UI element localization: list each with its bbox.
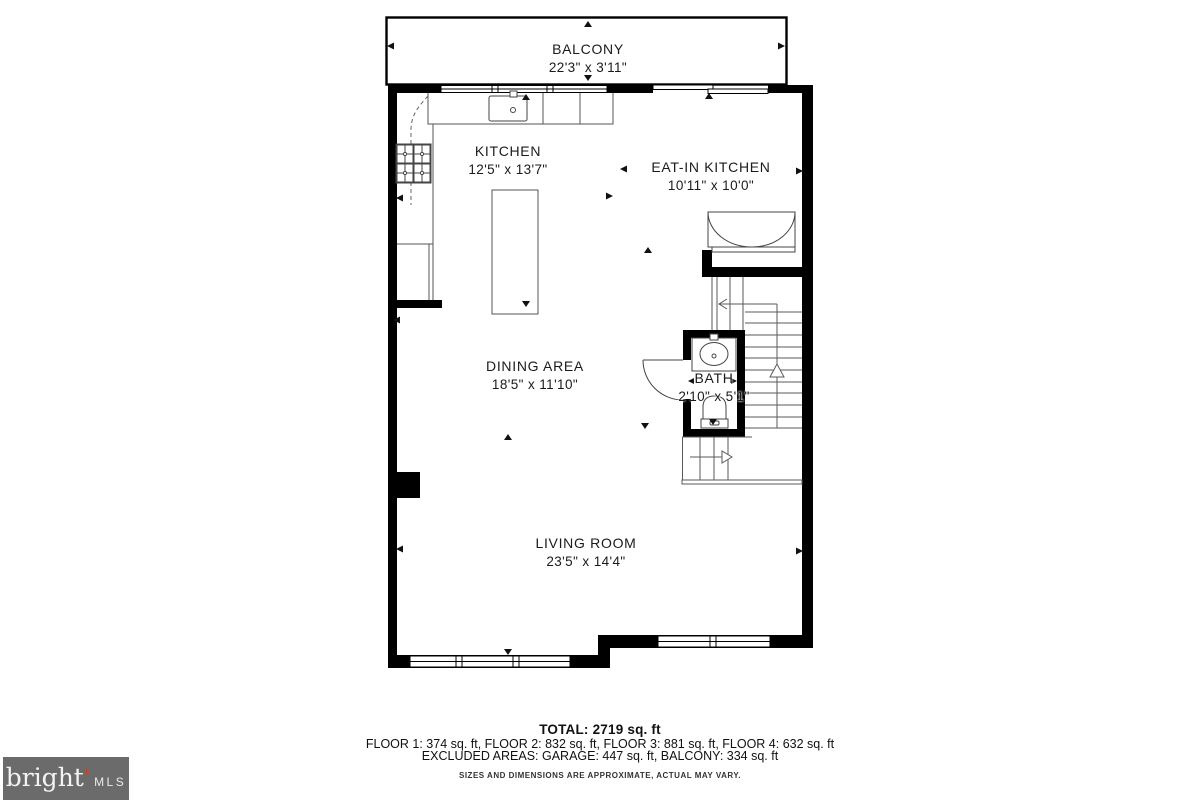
disclaimer-text: SIZES AND DIMENSIONS ARE APPROXIMATE, ACTUAL MAY VARY. [459,771,741,780]
room-dims: 10'11" x 10'0" [667,177,755,193]
room-name: BALCONY [552,41,624,57]
logo-star-icon: ✶ [81,766,92,778]
room-label-eat-in-kitchen [651,159,770,194]
room-label-bath [678,370,749,405]
total-area-text: TOTAL: 2719 sq. ft [539,722,661,737]
room-dims: 18'5" x 11'10" [491,376,579,392]
french-doors [708,212,795,252]
room-name: EAT-IN KITCHEN [651,159,771,175]
room-name: KITCHEN [474,143,542,159]
bright-mls-logo [3,757,129,800]
room-label-dining-area [486,358,584,393]
kitchen-island [492,190,538,314]
kitchen-counter [397,93,613,300]
bath-door [643,360,683,400]
stove-icon [396,144,431,183]
room-name: LIVING ROOM [535,535,637,551]
room-label-balcony [549,41,627,76]
room-dims: 22'3" x 3'11" [548,59,628,75]
floor-areas-text: FLOOR 1: 374 sq. ft, FLOOR 2: 832 sq. ft, FLOOR 3: 881 sq. ft, FLOOR 4: 632 sq. ft [365,737,835,751]
kitchen-sink-icon [489,91,527,121]
room-dims: 2'10" x 5'1" [678,388,750,404]
living-window-left [410,656,570,667]
kitchen-window [441,86,607,93]
room-dims: 23'5" x 14'4" [546,553,626,569]
logo-brand-text: bright [5,763,84,792]
room-label-living-room [535,535,636,570]
sliding-door [653,85,768,94]
room-name: BATH [694,370,734,386]
room-name: DINING AREA [486,358,584,374]
excluded-areas-text: EXCLUDED AREAS: GARAGE: 447 sq. ft, BALCONY: 334 sq. ft [421,749,779,763]
logo-suffix-text: MLS [94,775,127,789]
room-dims: 12'5" x 13'7" [468,161,548,177]
room-label-kitchen [468,143,547,178]
living-window-right [658,636,770,647]
